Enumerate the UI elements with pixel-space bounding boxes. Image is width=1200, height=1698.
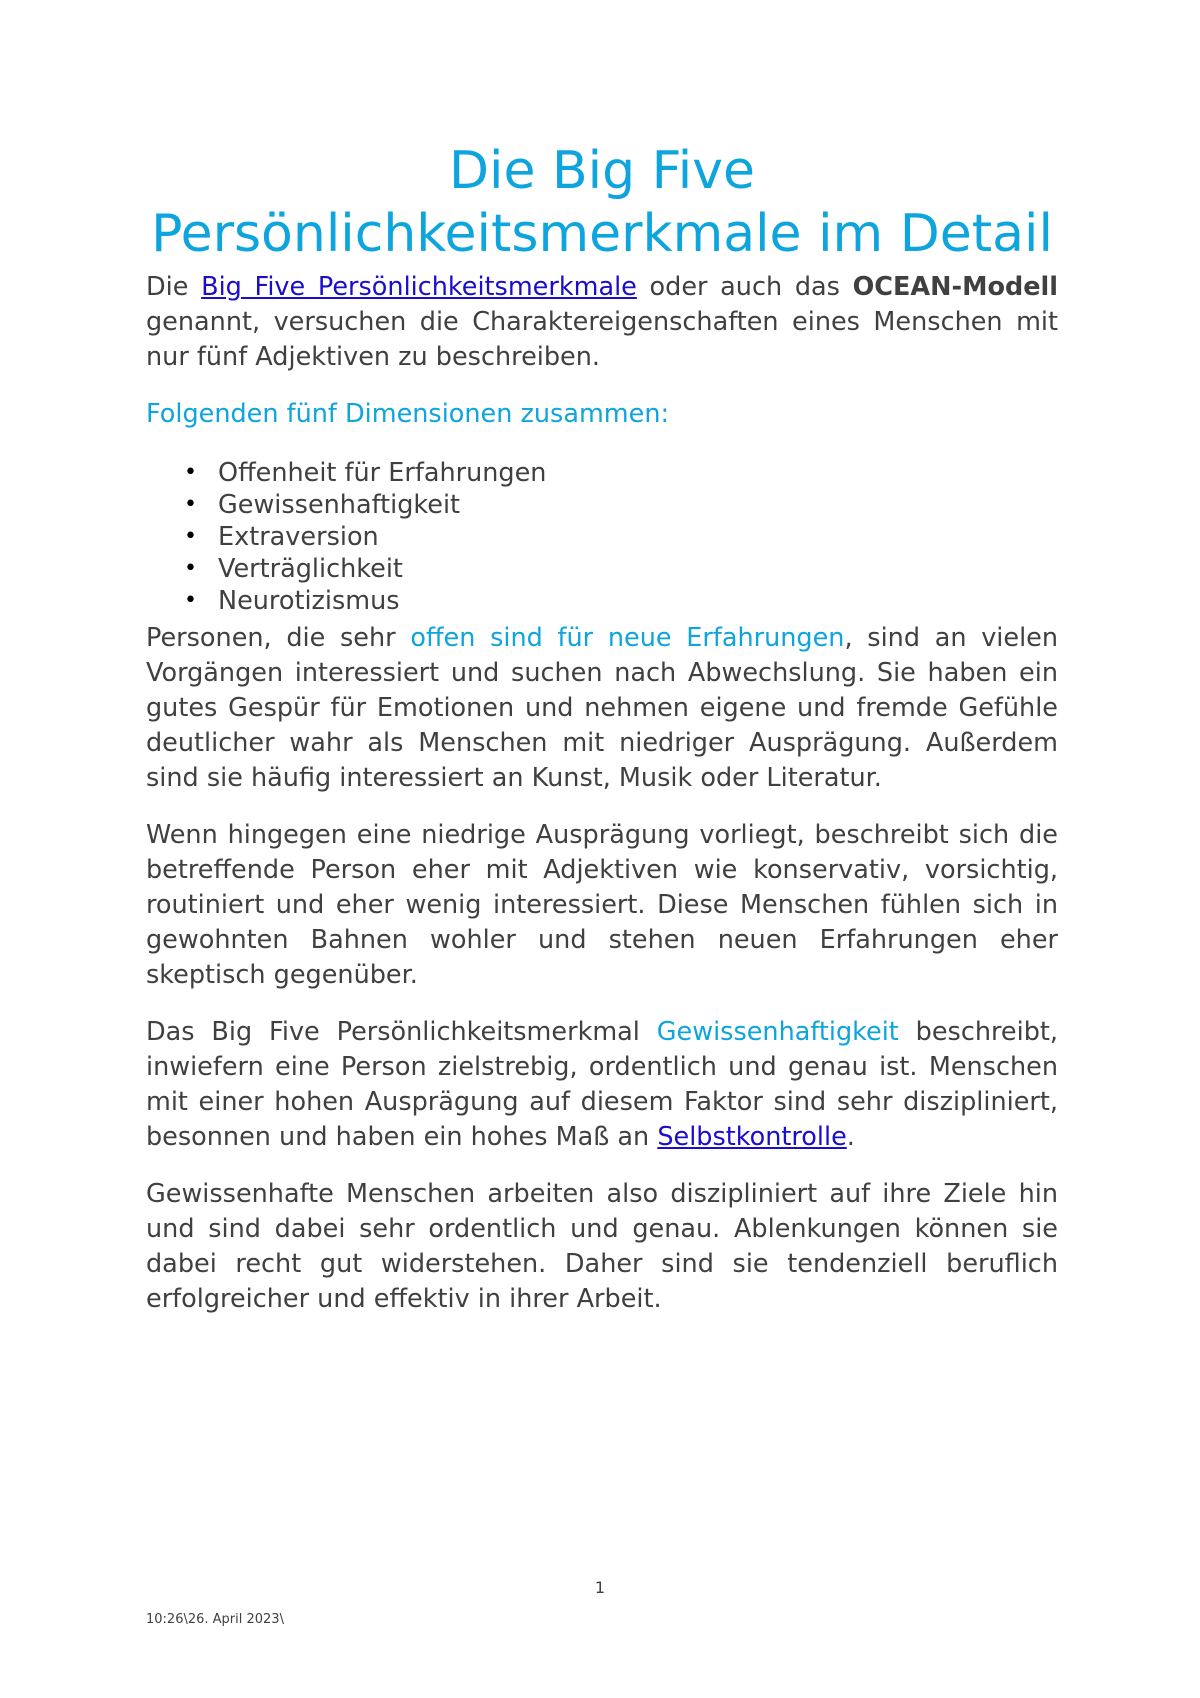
low-openness-paragraph: Wenn hingegen eine niedrige Ausprägung vorliegt, beschreibt sich die betreffende Person eher mit Adjektiven wie konservativ, vorsichtig, routiniert und eher wenig interessiert. Diese Menschen fühlen sich in gewohnten Bahnen wohler und stehen neuen Erfahrungen eher skeptisch gegenüber. bbox=[146, 820, 1058, 990]
list-item: • Verträglichkeit bbox=[184, 554, 403, 584]
intro-middle: oder auch das bbox=[636, 272, 853, 302]
dimensions-list bbox=[146, 457, 1058, 617]
document-page bbox=[146, 140, 1058, 1339]
bullet-icon: • bbox=[184, 556, 197, 581]
bullet-icon: • bbox=[184, 588, 197, 613]
ocean-model-term: OCEAN-Modell bbox=[852, 272, 1058, 302]
document-title: Die Big Five Persönlichkeitsmerkmale im Detail bbox=[151, 141, 1053, 264]
list-item: • Gewissenhaftigkeit bbox=[184, 490, 461, 520]
openness-highlight: offen sind für neue Erfahrungen bbox=[410, 623, 845, 653]
bullet-icon: • bbox=[184, 460, 197, 485]
openness-paragraph: Personen, die sehr offen sind für neue Erfahrungen, sind an vielen Vorgängen interessiert und suchen nach Abwechslung. Sie haben ein gutes Gespür für Emotionen und nehmen eigene und fremde Gefühle deutlicher wahr als Menschen mit niedriger Ausprägung. Außerdem sind sie häufig interessiert an Kunst, Musik oder Literatur. bbox=[146, 623, 1059, 793]
bullet-icon: • bbox=[184, 492, 197, 517]
intro-paragraph bbox=[146, 270, 1058, 375]
list-item: • Neurotizismus bbox=[184, 586, 400, 616]
intro-prefix: Die bbox=[146, 272, 202, 302]
list-item: • Offenheit für Erfahrungen bbox=[184, 458, 547, 488]
page-number: 1 bbox=[594, 1578, 606, 1597]
self-control-link[interactable]: Selbstkontrolle bbox=[657, 1122, 847, 1152]
list-item: • Extraversion bbox=[184, 522, 379, 552]
dimensions-subheading: Folgenden fünf Dimensionen zusammen: bbox=[146, 399, 670, 429]
conscientiousness-paragraph: Das Big Five Persönlichkeitsmerkmal Gewissenhaftigkeit beschreibt, inwiefern eine Person zielstrebig, ordentlich und genau ist. Menschen mit einer hohen Ausprägung auf diesem Faktor sind sehr diszipliniert, besonnen und haben ein hohes Maß an Selbstkontrolle. bbox=[146, 1017, 1058, 1152]
big-five-link[interactable]: Big Five Persönlichkeitsmerkmale bbox=[201, 272, 637, 302]
footer-timestamp: 10:26\26. April 2023\ bbox=[146, 1612, 284, 1627]
conscientious-people-paragraph: Gewissenhafte Menschen arbeiten also diszipliniert auf ihre Ziele hin und sind dabei sehr ordentlich und genau. Ablenkungen können sie dabei recht gut widerstehen. Daher sind sie tendenziell beruflich erfolgreicher und effektiv in ihrer Arbeit. bbox=[146, 1179, 1058, 1314]
conscientiousness-highlight: Gewissenhaftigkeit bbox=[656, 1017, 899, 1047]
intro-suffix: genannt, versuchen die Charaktereigenschaften eines Menschen mit nur fünf Adjektiven zu beschreiben. bbox=[146, 307, 1058, 372]
bullet-icon: • bbox=[184, 524, 197, 549]
